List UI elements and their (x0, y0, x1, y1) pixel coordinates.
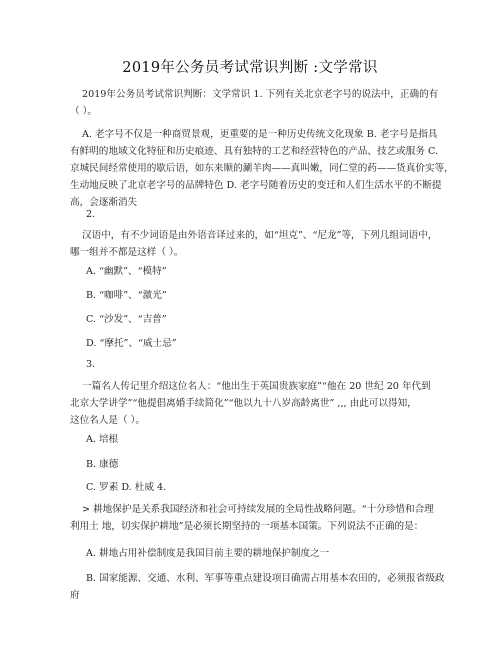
q2-number: 2. (86, 209, 96, 220)
q1-option-line: 有鲜明的地域文化特征和历史痕迹、具有独特的工艺和经营特色的产品、技艺或服务 C. (70, 146, 439, 157)
q3-stem-line: 这位名人是（ ）。 (70, 415, 145, 426)
q4-stem (70, 501, 432, 535)
q3-number: 3. (86, 359, 96, 370)
q3-option-c: C. 罗素 D. 杜威 4. (86, 482, 167, 493)
q4-stem-line: > 耕地保护是关系我国经济和社会可持续发展的全局性战略问题。“十分珍惜和合理 (82, 504, 434, 515)
q1-option-line: 生动地反映了北京老字号的品牌特色 D. 老字号随着历史的变迁和人们生活水平的不断提 (70, 180, 442, 191)
q1-stem-line: 2019年公务员考试常识判断：文学常识 1. 下列有关北京老字号的说法中，正确的有 (82, 89, 439, 100)
q4-stem-line: 利用土 地，切实保护耕地”是必须长期坚持的一项基本国策。下列说法不正确的是： (70, 521, 424, 532)
q2-option-d: D. “摩托”、“威士忌” (86, 338, 177, 349)
q1-option-line: 京城民间经常使用的歇后语，如东来顺的涮羊肉——真叫嫩，同仁堂的药——货真价实等， (70, 163, 454, 174)
q1-option-line: A. 老字号不仅是一种商贸景观，更重要的是一种历史传统文化现象 B. 老字号是指具 (82, 129, 438, 140)
q4-option-line: 府 (70, 590, 80, 601)
q2-stem-line: 哪一组并不都是这样（ ）。 (70, 247, 184, 258)
q3-stem-line: 北京大学讲学”“他提倡离婚手续简化”“他以九十八岁高龄离世” ,,, 由此可以得知， (70, 398, 417, 409)
q3-stem-line: 一篇名人传记里介绍这位名人：“他出生于英国贵族家庭”“他在 20 世纪 20 年代到 (82, 381, 431, 392)
q1-stem-line: （ ）。 (70, 106, 98, 117)
q4-option-a: A. 耕地占用补偿制度是我国目前主要的耕地保护制度之一 (86, 548, 330, 559)
q4-option-b-continued (70, 587, 432, 604)
q2-option-c: C. “沙发”、“吉普” (86, 314, 167, 325)
q1-options (70, 126, 454, 211)
q1-option-line: 高，会逐渐消失 (70, 197, 138, 208)
q2-stem (70, 227, 438, 261)
q1-stem (70, 86, 439, 120)
q4-option-b: B. 国家能源、交通、水利、军事等重点建设项目确需占用基本农田的，必须报省级政 (86, 573, 445, 584)
q3-option-b: B. 康德 (86, 459, 119, 470)
q3-stem (70, 378, 432, 429)
q2-stem-line: 汉语中，有不少词语是由外语音译过来的，如“坦克”、“尼龙”等，下列几组词语中， (82, 230, 438, 241)
q3-option-a: A. 培根 (86, 434, 119, 445)
page-title: 2019年公务员考试常识判断 :文学常识 (122, 60, 378, 76)
q2-option-a: A. “幽默”、“模特” (86, 266, 167, 277)
q2-option-b: B. “咖啡”、“激光” (86, 290, 167, 301)
